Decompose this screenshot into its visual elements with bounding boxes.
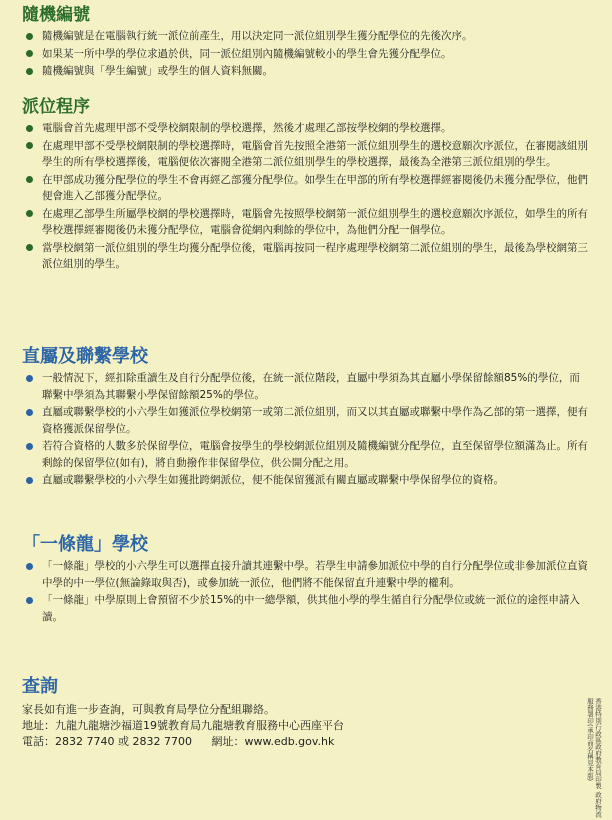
enquiry-website: 網址：www.edb.gov.hk [211, 735, 335, 748]
list-item: 直屬或聯繫學校的小六學生如獲派位學校網第一或第二派位組別，而又以其直屬或聯繫中學作為乙部的第一選擇，便有資格獲派保留學位。 [22, 404, 588, 437]
list-item: 「一條龍」學校的小六學生可以選擇直接升讀其連繫中學。若學生申請參加派位中學的自行分配學位或非參加派位直資中學的中一學位(無論錄取與否)，或參加統一派位，他們將不能保留直升連繫中學的權利。 [22, 558, 588, 591]
allocation-section [22, 96, 588, 274]
one-dragon-heading: 「一條龍」學校 [22, 534, 148, 555]
random-number-list [22, 28, 588, 80]
through-train-section [22, 346, 588, 490]
enquiry-phone-web [22, 734, 588, 750]
list-item: 隨機編號是在電腦執行統一派位前產生，用以決定同一派位組別學生獲分配學位的先後次序。 [22, 28, 588, 45]
bullet-icon [26, 244, 33, 251]
list-item: 直屬或聯繫學校的小六學生如獲批跨網派位，便不能保留獲派有關直屬或聯繫中學保留學位的資格。 [22, 472, 588, 489]
list-item: 「一條龍」中學原則上會預留不少於15%的中一總學額，供其他小學的學生循自行分配學位或統一派位的途徑申請入讀。 [22, 592, 588, 625]
enquiry-intro: 家長如有進一步查詢，可與教育局學位分配組聯絡。 [22, 703, 275, 716]
list-item: 隨機編號與「學生編號」或學生的個人資料無關。 [22, 63, 588, 80]
bullet-icon [26, 409, 33, 416]
allocation-list [22, 120, 588, 273]
enquiry-heading: 查詢 [22, 676, 58, 697]
one-dragon-section [22, 534, 588, 626]
list-item: 在處理甲部不受學校網限制的學校選擇時，電腦會首先按照全港第一派位組別學生的選校意願次序派位，在審閱該組別學生的所有學校選擇後，電腦便依次審閱全港第二派位組別學生的學校選擇，最後為全港第三派位組別的學生。 [22, 138, 588, 171]
enquiry-phone: 電話：2832 7740 或 2832 7700 [22, 735, 192, 748]
printer-note: 香港特別行政區政府教育局印製 政府物流服務署印(承印商名稱見本版) [586, 698, 602, 818]
bullet-icon [26, 33, 33, 40]
enquiry-section [22, 676, 588, 750]
bullet-icon [26, 443, 33, 450]
one-dragon-list [22, 558, 588, 625]
bullet-icon [26, 125, 33, 132]
bullet-icon [26, 50, 33, 57]
list-item: 當學校網第一派位組別的學生均獲分配學位後，電腦再按同一程序處理學校網第二派位組別的學生，最後為學校網第三派位組別的學生。 [22, 240, 588, 273]
bullet-icon [26, 176, 33, 183]
enquiry-address: 地址：九龍九龍塘沙福道19號教育局九龍塘教育服務中心西座平台 [22, 719, 344, 732]
bullet-icon [26, 210, 33, 217]
list-item: 一般情況下，經扣除重讀生及自行分配學位後，在統一派位階段，直屬中學須為其直屬小學保留餘額85%的學位，而聯繫中學須為其聯繫小學保留餘額25%的學位。 [22, 370, 588, 403]
enquiry-contact [22, 702, 588, 750]
list-item: 若符合資格的人數多於保留學位，電腦會按學生的學校網派位組別及隨機編號分配學位，直至保留學位額滿為止。所有剩餘的保留學位(如有)，將自動撥作非保留學位，供公開分配之用。 [22, 438, 588, 471]
list-item: 在處理乙部學生所屬學校網的學校選擇時，電腦會先按照學校網第一派位組別學生的選校意願次序派位，如學生的所有學校選擇經審閱後仍未獲分配學位，電腦會從網內剩餘的學位中，為他們分配一個學位。 [22, 206, 588, 239]
through-train-heading: 直屬及聯繫學校 [22, 346, 148, 367]
bullet-icon [26, 142, 33, 149]
list-item: 如果某一所中學的學位求過於供，同一派位組別內隨機編號較小的學生會先獲分配學位。 [22, 46, 588, 63]
through-train-list [22, 370, 588, 489]
bullet-icon [26, 477, 33, 484]
list-item: 電腦會首先處理甲部不受學校網限制的學校選擇，然後才處理乙部按學校網的學校選擇。 [22, 120, 588, 137]
bullet-icon [26, 68, 33, 75]
allocation-heading: 派位程序 [22, 97, 90, 117]
random-number-section [22, 4, 588, 81]
bullet-icon [26, 375, 33, 382]
bullet-icon [26, 563, 33, 570]
bullet-icon [26, 597, 33, 604]
random-number-heading: 隨機編號 [22, 5, 90, 25]
list-item: 在甲部成功獲分配學位的學生不會再經乙部獲分配學位。如學生在甲部的所有學校選擇經審閱後仍未獲分配學位，他們便會進入乙部獲分配學位。 [22, 172, 588, 205]
